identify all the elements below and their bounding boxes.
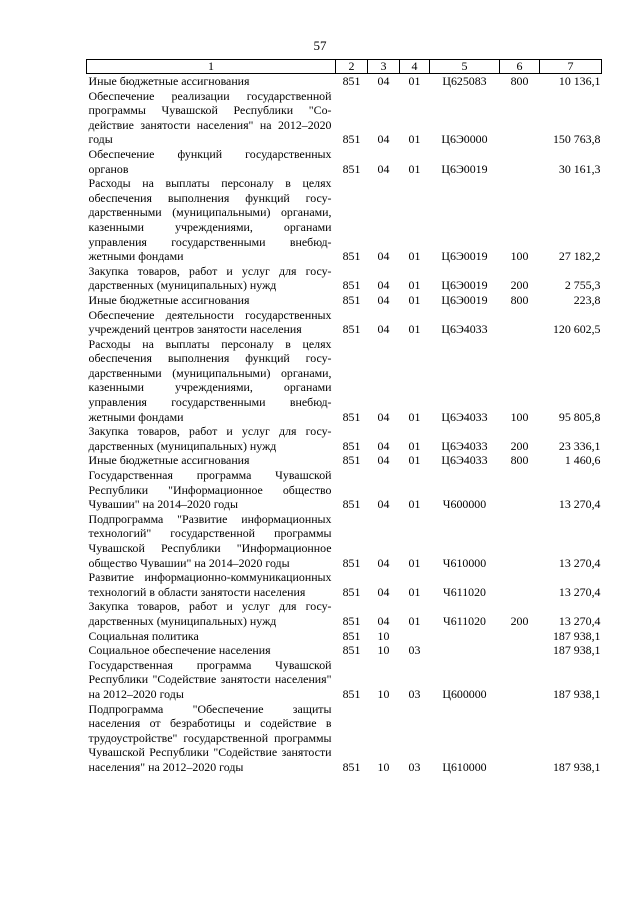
row-expense-type: 100 [510, 409, 529, 424]
row-section: 04 [377, 497, 390, 512]
header-col-5: 5 [430, 60, 500, 74]
row-section: 10 [377, 643, 390, 658]
row-target-code: Ч611020 [443, 584, 486, 599]
row-amount: 187 938,1 [552, 759, 601, 774]
header-col-4: 4 [400, 60, 430, 74]
row-section: 04 [377, 132, 390, 147]
row-amount: 13 270,4 [558, 555, 601, 570]
row-amount: 150 763,8 [552, 132, 601, 147]
row-ministry: 851 [342, 249, 361, 264]
row-target-code: Ц6Э0000 [441, 132, 488, 147]
table-row [87, 147, 602, 176]
row-target-code [430, 629, 500, 644]
row-ministry: 851 [342, 613, 361, 628]
row-subsection: 01 [408, 453, 421, 468]
row-name: Социальная политика [88, 628, 199, 643]
row-target-code: Ц6Э0019 [441, 278, 488, 293]
row-amount: 13 270,4 [558, 584, 601, 599]
table-row [87, 337, 602, 425]
row-name: Расходы на выплаты персоналу в целях обеспечения выполнения функций государственными (муниципальными) органами, казенными учреждениями, органами управления государственными внебюджетными фондами [88, 336, 332, 424]
row-amount: 2 755,3 [564, 278, 601, 293]
row-ministry: 851 [342, 409, 361, 424]
row-subsection: 01 [408, 322, 421, 337]
row-target-code: Ч610000 [442, 555, 487, 570]
row-expense-type [500, 89, 540, 147]
row-amount: 13 270,4 [558, 497, 601, 512]
row-section: 10 [377, 628, 390, 643]
row-name: Закупка товаров, работ и услуг для государственных (муниципальных) нужд [88, 424, 332, 453]
row-expense-type: 100 [510, 249, 529, 264]
budget-table [86, 59, 602, 775]
row-subsection [400, 629, 430, 644]
row-name: Расходы на выплаты персоналу в целях обеспечения выполнения функций государственными (муниципальными) органами, казенными учреждениями, органами управления государственными внебюджетными фондами [88, 176, 332, 264]
row-ministry: 851 [342, 438, 361, 453]
table-row [87, 74, 602, 89]
row-section: 04 [377, 555, 390, 570]
row-amount: 23 336,1 [558, 438, 601, 453]
row-target-code: Ц6Э4033 [441, 409, 488, 424]
row-ministry: 851 [342, 132, 361, 147]
row-expense-type [500, 512, 540, 570]
row-section: 04 [368, 74, 400, 89]
row-section: 04 [377, 409, 390, 424]
table-header [87, 60, 602, 74]
row-amount: 120 602,5 [552, 322, 601, 337]
row-ministry: 851 [342, 322, 361, 337]
table-row [87, 599, 602, 628]
row-target-code: Ц6Э4033 [441, 438, 488, 453]
row-expense-type [500, 658, 540, 702]
row-subsection: 01 [408, 278, 421, 293]
row-subsection: 01 [408, 613, 421, 628]
row-name: Обеспечение деятельности государственных учреждений центров занятости населения [88, 307, 332, 337]
row-ministry: 851 [342, 643, 361, 658]
row-amount: 30 161,3 [558, 161, 601, 176]
header-col-2: 2 [336, 60, 368, 74]
table-row [87, 89, 602, 147]
row-target-code: Ц6Э4033 [441, 453, 488, 468]
row-ministry: 851 [342, 686, 361, 701]
row-expense-type [500, 629, 540, 644]
row-expense-type: 200 [510, 438, 529, 453]
row-section: 04 [377, 249, 390, 264]
row-ministry: 851 [342, 161, 361, 176]
table-row [87, 643, 602, 658]
table-row [87, 264, 602, 293]
row-subsection: 03 [408, 686, 421, 701]
row-target-code: Ц6Э0019 [441, 249, 488, 264]
row-target-code: Ц6Э0019 [441, 292, 488, 307]
row-section: 04 [377, 584, 390, 599]
row-name: Иные бюджетные ассигнования [87, 74, 336, 89]
row-name: Закупка товаров, работ и услуг для государственных (муниципальных) нужд [88, 263, 332, 293]
row-subsection: 01 [408, 584, 421, 599]
row-section: 04 [377, 438, 390, 453]
row-amount: 13 270,4 [558, 613, 601, 628]
header-col-7: 7 [540, 60, 602, 74]
row-section: 04 [377, 161, 390, 176]
header-col-6: 6 [500, 60, 540, 74]
table-row [87, 293, 602, 308]
row-expense-type: 200 [510, 278, 529, 293]
row-ministry: 851 [342, 584, 361, 599]
row-subsection: 03 [408, 759, 421, 774]
table-row [87, 512, 602, 570]
row-ministry: 851 [336, 74, 368, 89]
table-row [87, 702, 602, 775]
row-expense-type [500, 643, 540, 658]
row-name: Подпрограмма "Обеспечение защиты населения от безработицы и содействие в трудоустройстве" государственной программы Чувашской Республики "Содействие занятости населения" на 2012–2020 годы [88, 701, 332, 774]
row-section: 04 [377, 278, 390, 293]
row-subsection: 03 [408, 643, 421, 658]
row-subsection: 01 [408, 409, 421, 424]
row-subsection: 01 [400, 74, 430, 89]
row-amount: 187 938,1 [552, 686, 601, 701]
row-ministry: 851 [342, 628, 361, 643]
table-row [87, 629, 602, 644]
table-row [87, 658, 602, 702]
table-row [87, 176, 602, 264]
row-amount: 27 182,2 [558, 249, 601, 264]
row-ministry: 851 [342, 497, 361, 512]
row-ministry: 851 [342, 555, 361, 570]
row-subsection: 01 [408, 292, 421, 307]
table-row [87, 424, 602, 453]
header-col-1: 1 [87, 60, 336, 74]
row-target-code: Ц600000 [442, 686, 487, 701]
table-row [87, 308, 602, 337]
row-ministry: 851 [342, 278, 361, 293]
row-name: Государственная программа Чувашской Республики "Информационное общество Чувашии" на 2014–2020 годы [88, 468, 332, 512]
row-subsection: 01 [408, 497, 421, 512]
row-name: Социальное обеспечение населения [88, 643, 271, 658]
row-target-code: Ц610000 [442, 759, 487, 774]
row-amount: 95 805,8 [558, 409, 601, 424]
row-amount: 187 938,1 [552, 628, 601, 643]
row-name: Иные бюджетные ассигнования [88, 292, 250, 307]
row-ministry: 851 [342, 759, 361, 774]
table-row [87, 570, 602, 599]
row-expense-type [500, 702, 540, 775]
row-target-code: Ч611020 [443, 613, 486, 628]
row-expense-type: 800 [510, 292, 529, 307]
row-ministry: 851 [342, 453, 361, 468]
row-subsection: 01 [408, 161, 421, 176]
row-expense-type: 800 [510, 453, 529, 468]
row-name: Подпрограмма "Развитие информационных технологий" государственной программы Чувашской Республики "Информационное общество Чувашии" на 2014–2020 годы [88, 511, 332, 570]
row-expense-type: 800 [500, 74, 540, 89]
header-col-3: 3 [368, 60, 400, 74]
row-section: 04 [377, 613, 390, 628]
table-body [87, 74, 602, 775]
row-subsection: 01 [408, 249, 421, 264]
row-name: Развитие информационно-коммуникационных технологий в области занятости населения [88, 570, 332, 599]
row-target-code [430, 643, 500, 658]
row-expense-type [500, 570, 540, 599]
row-section: 10 [377, 759, 390, 774]
row-amount: 223,8 [573, 292, 601, 307]
row-subsection: 01 [408, 438, 421, 453]
row-name: Обеспечение функций государственных органов [88, 146, 332, 176]
row-expense-type: 200 [510, 613, 529, 628]
row-name: Государственная программа Чувашской Республики "Содействие занятости населения" на 2012–2020 годы [88, 657, 332, 701]
row-target-code: Ц625083 [430, 74, 500, 89]
row-ministry: 851 [342, 292, 361, 307]
row-amount: 10 136,1 [540, 74, 602, 89]
row-subsection: 01 [408, 555, 421, 570]
row-target-code: Ц6Э0019 [441, 161, 488, 176]
row-section: 10 [377, 686, 390, 701]
row-name: Закупка товаров, работ и услуг для государственных (муниципальных) нужд [88, 599, 332, 628]
row-expense-type [500, 468, 540, 512]
table-row [87, 453, 602, 468]
row-amount: 1 460,6 [564, 453, 601, 468]
row-amount: 187 938,1 [552, 643, 601, 658]
row-target-code: Ц6Э4033 [441, 322, 488, 337]
row-name: Иные бюджетные ассигнования [88, 453, 250, 468]
page-number: 57 [313, 38, 327, 53]
row-section: 04 [377, 292, 390, 307]
row-name: Обеспечение реализации государственной программы Чувашской Республики "Содействие занятости населения" на 2012–2020 годы [88, 88, 332, 147]
row-section: 04 [377, 453, 390, 468]
row-subsection: 01 [408, 132, 421, 147]
table-row [87, 468, 602, 512]
row-expense-type [500, 147, 540, 176]
row-section: 04 [377, 322, 390, 337]
row-target-code: Ч600000 [442, 497, 487, 512]
row-expense-type [500, 308, 540, 337]
